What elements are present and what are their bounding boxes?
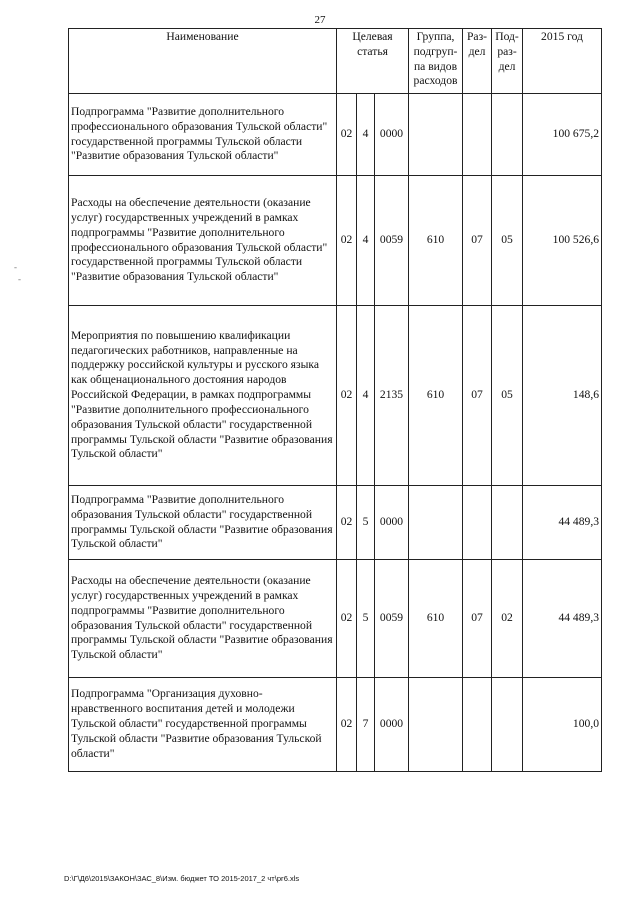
expense-group xyxy=(409,486,463,560)
expense-group xyxy=(409,94,463,176)
expense-group xyxy=(409,678,463,772)
amount: 100,0 xyxy=(523,678,602,772)
code-program: 02 xyxy=(337,486,357,560)
code-program: 02 xyxy=(337,560,357,678)
amount: 148,6 xyxy=(523,306,602,486)
code-subprogram: 4 xyxy=(357,94,375,176)
header-subsection: Под-раз-дел xyxy=(492,29,523,94)
expense-group: 610 xyxy=(409,306,463,486)
row-name: Мероприятия по повышению квалификации педагогических работников, направленные на поддержку российской культуры и русского языка как общенационального достояния народов Российской Федерации, в рамках подпрограммы "Развитие дополнительного профессионального образования Тульской области" государственной программы Тульской области "Развитие образования Тульской области" xyxy=(69,306,337,486)
amount: 100 526,6 xyxy=(523,176,602,306)
amount: 44 489,3 xyxy=(523,486,602,560)
code-subprogram: 4 xyxy=(357,306,375,486)
margin-mark: - xyxy=(18,274,21,284)
code-direction: 0000 xyxy=(375,678,409,772)
subsection: 05 xyxy=(492,306,523,486)
code-program: 02 xyxy=(337,176,357,306)
row-name: Подпрограмма "Развитие дополнительного профессионального образования Тульской области" государственной программы Тульской области "Развитие образования Тульской области" xyxy=(69,94,337,176)
subsection xyxy=(492,94,523,176)
expense-group: 610 xyxy=(409,176,463,306)
header-name: Наименование xyxy=(69,29,337,94)
section xyxy=(463,486,492,560)
row-name: Подпрограмма "Развитие дополнительного образования Тульской области" государственной программы Тульской области "Развитие образования Тульской области" xyxy=(69,486,337,560)
subsection xyxy=(492,678,523,772)
section xyxy=(463,94,492,176)
row-name: Расходы на обеспечение деятельности (оказание услуг) государственных учреждений в рамках подпрограммы "Развитие дополнительного образования Тульской области" государственной программы Тульской области "Развитие образования Тульской области" xyxy=(69,560,337,678)
table-row xyxy=(69,486,602,560)
code-direction: 2135 xyxy=(375,306,409,486)
code-program: 02 xyxy=(337,94,357,176)
code-direction: 0059 xyxy=(375,560,409,678)
amount: 100 675,2 xyxy=(523,94,602,176)
section: 07 xyxy=(463,306,492,486)
table-row xyxy=(69,560,602,678)
margin-mark: - xyxy=(14,262,17,272)
header-section: Раз-дел xyxy=(463,29,492,94)
code-subprogram: 5 xyxy=(357,560,375,678)
section xyxy=(463,678,492,772)
subsection: 02 xyxy=(492,560,523,678)
amount: 44 489,3 xyxy=(523,560,602,678)
subsection: 05 xyxy=(492,176,523,306)
page-number: 27 xyxy=(314,14,326,26)
code-subprogram: 5 xyxy=(357,486,375,560)
code-subprogram: 4 xyxy=(357,176,375,306)
code-direction: 0059 xyxy=(375,176,409,306)
code-subprogram: 7 xyxy=(357,678,375,772)
budget-table xyxy=(68,28,602,772)
table-row xyxy=(69,176,602,306)
table-row xyxy=(69,306,602,486)
header-group: Группа, подгруп-па видов расходов xyxy=(409,29,463,94)
header-target-article: Целевая статья xyxy=(337,29,409,94)
row-name: Подпрограмма "Организация духовно-нравственного воспитания детей и молодежи Тульской области" государственной программы Тульской области "Развитие образования Тульской области" xyxy=(69,678,337,772)
table-row xyxy=(69,678,602,772)
file-path-footer: D:\Г\Д6\2015\ЗАКОН\ЗАС_8\Изм. бюджет ТО 2015-2017_2 чт\рг6.xls xyxy=(64,874,300,883)
code-direction: 0000 xyxy=(375,486,409,560)
code-direction: 0000 xyxy=(375,94,409,176)
code-program: 02 xyxy=(337,678,357,772)
header-row xyxy=(69,29,602,94)
table-row xyxy=(69,94,602,176)
row-name: Расходы на обеспечение деятельности (оказание услуг) государственных учреждений в рамках подпрограммы "Развитие дополнительного профессионального образования Тульской области" государственной программы Тульской области "Развитие образования Тульской области" xyxy=(69,176,337,306)
section: 07 xyxy=(463,176,492,306)
header-year: 2015 год xyxy=(523,29,602,94)
section: 07 xyxy=(463,560,492,678)
code-program: 02 xyxy=(337,306,357,486)
expense-group: 610 xyxy=(409,560,463,678)
subsection xyxy=(492,486,523,560)
